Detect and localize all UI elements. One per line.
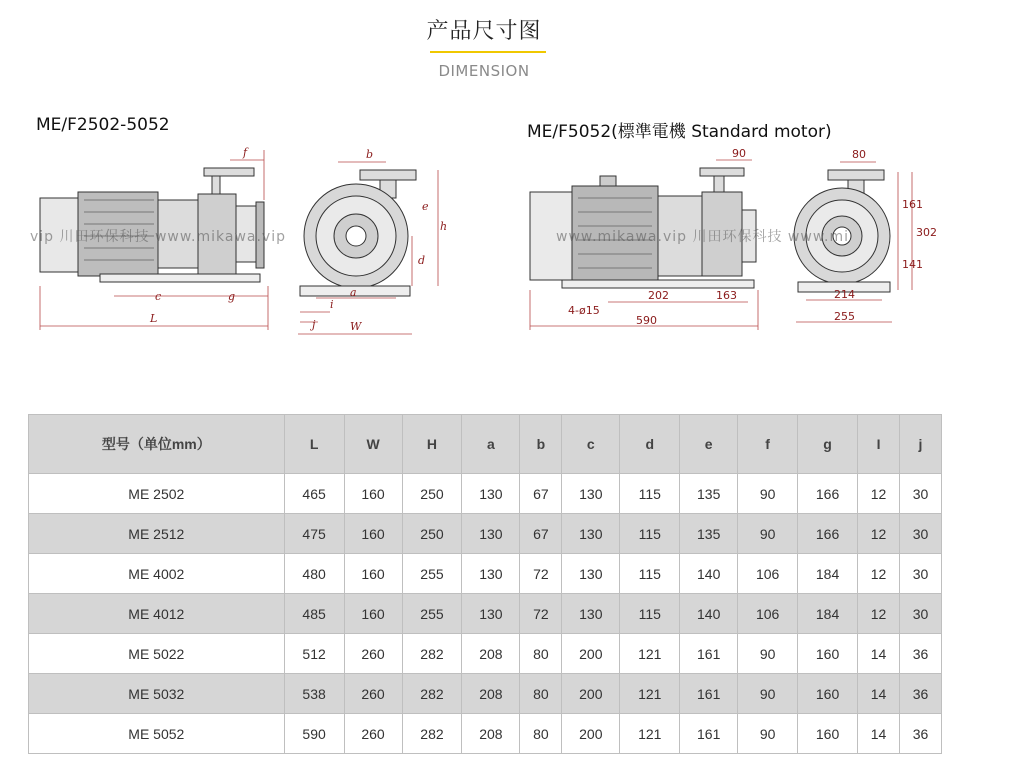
dim-label-h: h bbox=[440, 220, 448, 233]
dim-label-214: 214 bbox=[834, 288, 855, 301]
dimension-cell: 67 bbox=[520, 474, 562, 514]
dimension-cell: 166 bbox=[798, 474, 858, 514]
col-header-model: 型号（单位mm） bbox=[29, 415, 285, 474]
dimension-cell: 200 bbox=[562, 714, 620, 754]
left-front-view bbox=[298, 148, 447, 334]
dimension-cell: 160 bbox=[798, 674, 858, 714]
dimension-cell: 130 bbox=[562, 474, 620, 514]
dimension-cell: 282 bbox=[402, 674, 462, 714]
dimension-cell: 115 bbox=[620, 514, 680, 554]
dimension-cell: 90 bbox=[738, 714, 798, 754]
dimension-cell: 90 bbox=[738, 634, 798, 674]
dimension-cell: 30 bbox=[899, 554, 941, 594]
dim-label-i: i bbox=[330, 298, 334, 311]
col-header-c: c bbox=[562, 415, 620, 474]
dimension-cell: 115 bbox=[620, 554, 680, 594]
table-row bbox=[29, 634, 942, 674]
dimension-cell: 166 bbox=[798, 514, 858, 554]
dim-label-255: 255 bbox=[834, 310, 855, 323]
dimension-cell: 80 bbox=[520, 714, 562, 754]
dimension-cell: 184 bbox=[798, 594, 858, 634]
dimension-cell: 485 bbox=[284, 594, 344, 634]
dim-label-90: 90 bbox=[732, 147, 746, 160]
dimension-cell: 130 bbox=[562, 514, 620, 554]
dimension-cell: 282 bbox=[402, 634, 462, 674]
dim-label-W: W bbox=[350, 320, 362, 333]
dimension-cell: 30 bbox=[899, 514, 941, 554]
dimension-cell: 14 bbox=[858, 634, 900, 674]
dimension-cell: 255 bbox=[402, 594, 462, 634]
left-drawing-caption: ME/F2502-5052 bbox=[36, 115, 170, 135]
model-cell: ME 5022 bbox=[29, 634, 285, 674]
dimension-cell: 140 bbox=[680, 554, 738, 594]
dim-label-163: 163 bbox=[716, 289, 737, 302]
table-row bbox=[29, 474, 942, 514]
dimension-cell: 160 bbox=[344, 474, 402, 514]
dimension-cell: 250 bbox=[402, 514, 462, 554]
dimension-cell: 106 bbox=[738, 594, 798, 634]
table-header-row bbox=[29, 415, 942, 474]
dimension-cell: 130 bbox=[562, 594, 620, 634]
table-row bbox=[29, 514, 942, 554]
col-header-H: H bbox=[402, 415, 462, 474]
model-cell: ME 4002 bbox=[29, 554, 285, 594]
dimension-cell: 161 bbox=[680, 634, 738, 674]
dim-label-d: d bbox=[418, 254, 426, 267]
table-row bbox=[29, 674, 942, 714]
col-header-W: W bbox=[344, 415, 402, 474]
dimension-cell: 480 bbox=[284, 554, 344, 594]
dim-label-161: 161 bbox=[902, 198, 923, 211]
table-row bbox=[29, 554, 942, 594]
dimension-cell: 160 bbox=[344, 514, 402, 554]
dimension-cell: 208 bbox=[462, 714, 520, 754]
col-header-L: L bbox=[284, 415, 344, 474]
model-cell: ME 4012 bbox=[29, 594, 285, 634]
dimension-cell: 184 bbox=[798, 554, 858, 594]
model-cell: ME 5052 bbox=[29, 714, 285, 754]
dimension-cell: 72 bbox=[520, 594, 562, 634]
dim-label-b: b bbox=[366, 148, 374, 161]
dimension-cell: 512 bbox=[284, 634, 344, 674]
dimension-cell: 135 bbox=[680, 514, 738, 554]
watermark-left: vip 川田环保科技 www.mikawa.vip bbox=[30, 229, 286, 245]
dimension-cell: 90 bbox=[738, 474, 798, 514]
table-row bbox=[29, 714, 942, 754]
dimension-cell: 12 bbox=[858, 474, 900, 514]
dim-label-202: 202 bbox=[648, 289, 669, 302]
dimension-cell: 130 bbox=[462, 514, 520, 554]
dimension-cell: 161 bbox=[680, 674, 738, 714]
dim-label-590: 590 bbox=[636, 314, 657, 327]
col-header-I: I bbox=[858, 415, 900, 474]
dim-label-f: f bbox=[243, 146, 248, 159]
dimension-cell: 160 bbox=[798, 714, 858, 754]
dimension-cell: 30 bbox=[899, 474, 941, 514]
dim-label-141: 141 bbox=[902, 258, 923, 271]
dim-label-a: a bbox=[350, 286, 357, 299]
model-cell: ME 2502 bbox=[29, 474, 285, 514]
dimension-cell: 67 bbox=[520, 514, 562, 554]
dimension-cell: 72 bbox=[520, 554, 562, 594]
col-header-d: d bbox=[620, 415, 680, 474]
dimension-cell: 590 bbox=[284, 714, 344, 754]
dimension-cell: 90 bbox=[738, 514, 798, 554]
dimension-cell: 140 bbox=[680, 594, 738, 634]
dim-label-holes: 4-ø15 bbox=[568, 304, 600, 317]
page-subtitle: DIMENSION bbox=[438, 62, 530, 80]
dimension-cell: 130 bbox=[462, 554, 520, 594]
dimension-cell: 135 bbox=[680, 474, 738, 514]
dimension-cell: 115 bbox=[620, 594, 680, 634]
dimension-cell: 121 bbox=[620, 634, 680, 674]
dimension-cell: 200 bbox=[562, 634, 620, 674]
dimension-cell: 121 bbox=[620, 674, 680, 714]
dimension-table bbox=[28, 414, 942, 754]
dimension-cell: 80 bbox=[520, 674, 562, 714]
dim-label-L: L bbox=[150, 312, 158, 325]
dimension-cell: 130 bbox=[462, 594, 520, 634]
dimension-cell: 36 bbox=[899, 634, 941, 674]
dimension-cell: 475 bbox=[284, 514, 344, 554]
dimension-cell: 538 bbox=[284, 674, 344, 714]
dim-label-c: c bbox=[155, 290, 162, 303]
dimension-cell: 12 bbox=[858, 554, 900, 594]
dimension-cell: 160 bbox=[344, 554, 402, 594]
dimension-cell: 260 bbox=[344, 714, 402, 754]
dimension-cell: 282 bbox=[402, 714, 462, 754]
model-cell: ME 5032 bbox=[29, 674, 285, 714]
dimension-cell: 12 bbox=[858, 514, 900, 554]
dimension-cell: 36 bbox=[899, 714, 941, 754]
dimension-cell: 260 bbox=[344, 674, 402, 714]
dimension-cell: 30 bbox=[899, 594, 941, 634]
col-header-a: a bbox=[462, 415, 520, 474]
col-header-g: g bbox=[798, 415, 858, 474]
col-header-e: e bbox=[680, 415, 738, 474]
right-drawing-caption: ME/F5052(標準電機 Standard motor) bbox=[527, 122, 832, 142]
dimension-cell: 255 bbox=[402, 554, 462, 594]
dimension-cell: 130 bbox=[562, 554, 620, 594]
dimension-cell: 115 bbox=[620, 474, 680, 514]
dimension-cell: 80 bbox=[520, 634, 562, 674]
title-underline bbox=[430, 51, 546, 53]
dimension-cell: 121 bbox=[620, 714, 680, 754]
model-cell: ME 2512 bbox=[29, 514, 285, 554]
dim-label-e: e bbox=[422, 200, 429, 213]
dimension-cell: 36 bbox=[899, 674, 941, 714]
dim-label-j: j bbox=[312, 318, 316, 331]
dim-label-g: g bbox=[228, 290, 236, 303]
col-header-j: j bbox=[899, 415, 941, 474]
table-row bbox=[29, 594, 942, 634]
dimension-cell: 12 bbox=[858, 594, 900, 634]
dimension-cell: 208 bbox=[462, 634, 520, 674]
dim-label-302: 302 bbox=[916, 226, 937, 239]
dimension-cell: 14 bbox=[858, 674, 900, 714]
dimension-cell: 90 bbox=[738, 674, 798, 714]
dimension-cell: 130 bbox=[462, 474, 520, 514]
col-header-b: b bbox=[520, 415, 562, 474]
col-header-f: f bbox=[738, 415, 798, 474]
watermark-right: www.mikawa.vip 川田环保科技 www.mi bbox=[556, 229, 849, 245]
dimension-cell: 14 bbox=[858, 714, 900, 754]
dimension-cell: 160 bbox=[798, 634, 858, 674]
dimension-cell: 160 bbox=[344, 594, 402, 634]
dimension-cell: 106 bbox=[738, 554, 798, 594]
dim-label-80: 80 bbox=[852, 148, 866, 161]
dimension-cell: 208 bbox=[462, 674, 520, 714]
dimension-cell: 465 bbox=[284, 474, 344, 514]
dimension-cell: 260 bbox=[344, 634, 402, 674]
page-title: 产品尺寸图 bbox=[426, 19, 542, 44]
dimension-cell: 161 bbox=[680, 714, 738, 754]
dimension-cell: 250 bbox=[402, 474, 462, 514]
dimension-cell: 200 bbox=[562, 674, 620, 714]
